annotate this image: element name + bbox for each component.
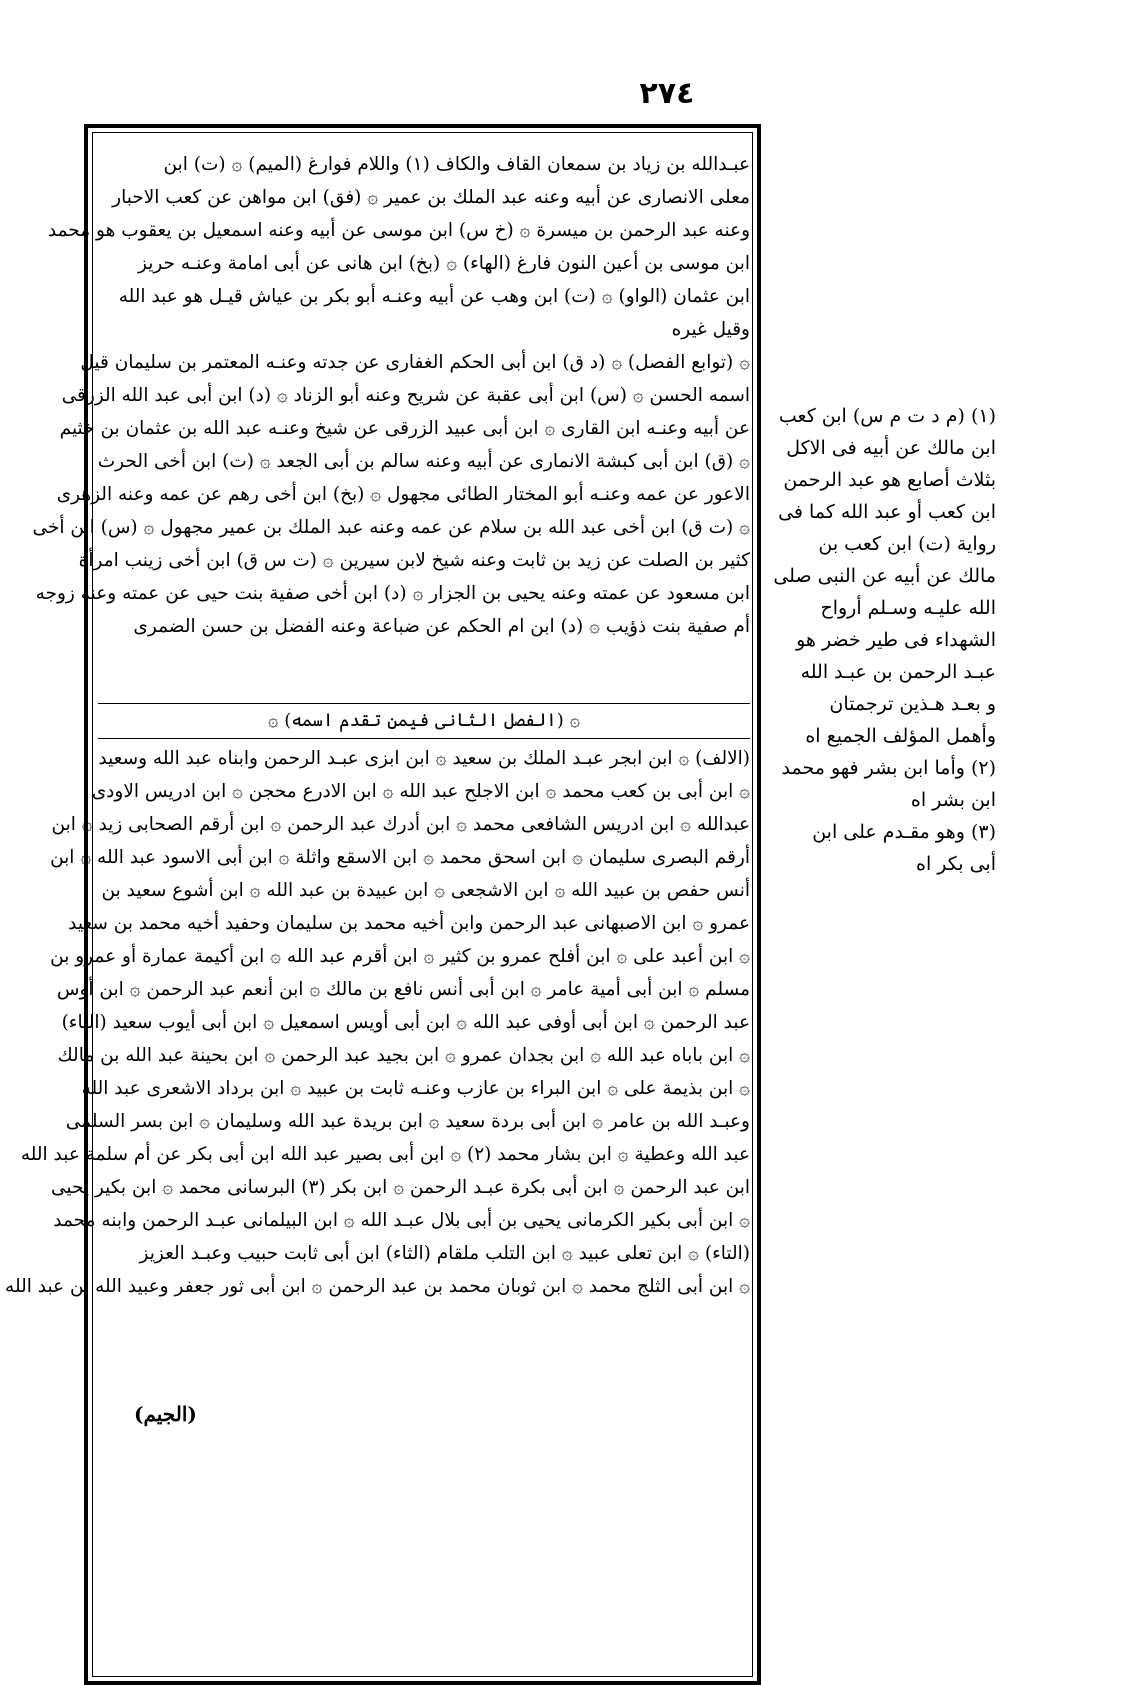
text-line: ابن عثمان (الواو) ۞ (ت) ابن وهب عن أبيه وعنـه أبو بكر بن عياش قيـل هو عبد الله bbox=[118, 286, 750, 307]
text-line: ۞ ابن أعبد على ۞ ابن أفلح عمرو بن كثير ۞ ابن أقرم عبد الله ۞ ابن أكيمة عمارة أو عمرو بن bbox=[50, 946, 750, 967]
margin-note-line: رواية (ت) ابن كعب بن bbox=[818, 533, 996, 555]
text-line: عن أبيه وعنـه ابن القارى ۞ ابن أبى عبيد الزرقى عن شيخ وعنـه عبد الله بن عثمان بن خثيم bbox=[59, 418, 750, 439]
margin-note-line: (٣) وهو مقـدم على ابن bbox=[812, 821, 996, 843]
text-line: ۞ ابن أبى الثلج محمد ۞ ابن ثوبان محمد بن عبد الرحمن ۞ ابن أبى ثور جعفر وعبيد الله بن عبد الله bbox=[5, 1276, 750, 1297]
text-line: عبدالله ۞ ابن ادريس الشافعى محمد ۞ ابن أدرك عبد الرحمن ۞ ابن أرقم الصحابى زيد ۞ ابن bbox=[51, 814, 750, 835]
section-heading: ۞ (الفصل الثانى فيمن تقدم اسمه) ۞ bbox=[98, 703, 750, 739]
margin-note-line: و بعـد هـذين ترجمتان bbox=[829, 693, 996, 715]
text-line: ۞ ابن أبى بن كعب محمد ۞ ابن الاجلح عبد الله ۞ ابن الادرع محجن ۞ ابن ادريس الاودى bbox=[91, 781, 750, 802]
text-line: مسلم ۞ ابن أبى أمية عامر ۞ ابن أبى أنس نافع بن مالك ۞ ابن أنعم عبد الرحمن ۞ ابن أوس bbox=[56, 979, 750, 1000]
margin-note-line: ابن بشر اه bbox=[910, 789, 996, 811]
margin-note-line: الشهداء فى طير خضر هو bbox=[796, 629, 996, 651]
text-line: (التاء) ۞ ابن تعلى عبيد ۞ ابن التلب ملقام (الثاء) ابن أبى ثابت حبيب وعبـد العزيز bbox=[139, 1243, 750, 1264]
text-line: كثير بن الصلت عن زيد بن ثابت وعنه شيخ لابن سيرين ۞ (ت س ق) ابن أخى زينب امرأة bbox=[78, 550, 750, 571]
text-line: ابن موسى بن أعين النون فارغ (الهاء) ۞ (بخ) ابن هانى عن أبى امامة وعنـه حريز bbox=[137, 253, 750, 274]
text-line: أم صفية بنت ذؤيب ۞ (د) ابن ام الحكم عن ضباعة وعنه الفضل بن حسن الضمرى bbox=[133, 616, 750, 637]
text-line: عبـدالله بن زياد بن سمعان القاف والكاف (١) واللام فوارغ (الميم) ۞ (ت) ابن bbox=[163, 154, 750, 175]
margin-note-line: مالك عن أبيه عن النبى صلى bbox=[773, 565, 996, 587]
text-line: أنس حفص بن عبيد الله ۞ ابن الاشجعى ۞ ابن عبيدة بن عبد الله ۞ ابن أشوع سعيد بن bbox=[101, 880, 750, 901]
main-text-block-first bbox=[32, 148, 750, 643]
text-line: ابن مسعود عن عمته وعنه يحيى بن الجزار ۞ (د) ابن أخى صفية بنت حيى عن عمته وعنه زوجه bbox=[35, 583, 750, 604]
text-line: اسمه الحسن ۞ (س) ابن أبى عقبة عن شريح وعنه أبو الزناد ۞ (د) ابن أبى عبد الله الزرقى bbox=[61, 385, 750, 406]
text-line: ۞ (توابع الفصل) ۞ (د ق) ابن أبى الحكم الغفارى عن جدته وعنـه المعتمر بن سليمان قيل bbox=[80, 352, 750, 373]
text-line: (الالف) ۞ ابن ابجر عبـد الملك بن سعيد ۞ ابن ابزى عبـد الرحمن وابناه عبد الله وسعيد bbox=[98, 748, 750, 769]
margin-notes bbox=[764, 400, 996, 880]
margin-note-line: (١) (م د ت م س) ابن كعب bbox=[778, 405, 996, 427]
text-line: أرقم البصرى سليمان ۞ ابن اسحق محمد ۞ ابن الاسقع واثلة ۞ ابن أبى الاسود عبد الله ۞ ابن bbox=[50, 847, 750, 868]
page-number: ٢٧٤ bbox=[639, 76, 695, 111]
text-line: الاعور عن عمه وعنـه أبو المختار الطائى مجهول ۞ (بخ) ابن أخى رهم عن عمه وعنه الزهرى bbox=[56, 484, 750, 505]
text-line: ابن عبد الرحمن ۞ ابن أبى بكرة عبـد الرحمن ۞ ابن بكر (٣) البرسانى محمد ۞ ابن بكير يحيى bbox=[50, 1177, 750, 1198]
margin-note-line: (٢) وأما ابن بشر فهو محمد bbox=[781, 757, 996, 779]
margin-note-line: ابن كعب أو عبد الله كما فى bbox=[778, 501, 996, 523]
text-line: معلى الانصارى عن أبيه وعنه عبد الملك بن عمير ۞ (فق) ابن مواهن عن كعب الاحبار bbox=[112, 187, 750, 208]
footer-catchword: (الجيم) bbox=[134, 1402, 197, 1426]
text-line: ۞ (ق) ابن أبى كبشة الانمارى عن أبيه وعنه سالم بن أبى الجعد ۞ (ت) ابن أخى الحرث bbox=[97, 451, 750, 472]
text-line: وعبـد الله بن عامر ۞ ابن أبى بردة سعيد ۞ ابن بريدة عبد الله وسليمان ۞ ابن بسر السلمى bbox=[65, 1111, 750, 1132]
text-line: ۞ ابن أبى بكير الكرمانى يحيى بن أبى بلال عبـد الله ۞ ابن البيلمانى عبـد الرحمن وابنه محمد bbox=[53, 1210, 750, 1231]
margin-note-line: ابن مالك عن أبيه فى الاكل bbox=[786, 437, 996, 459]
text-line: وقيل غيره bbox=[671, 319, 750, 340]
margin-note-line: بثلاث أصابع هو عبد الرحمن bbox=[783, 469, 996, 491]
text-line: ۞ ابن باباه عبد الله ۞ ابن بجدان عمرو ۞ ابن بجيد عبد الرحمن ۞ ابن بحينة عبد الله بن مالك bbox=[57, 1045, 750, 1066]
text-line: عبد الله وعطية ۞ ابن بشار محمد (٢) ۞ ابن أبى بصير عبد الله ابن أبى بكر عن أم سلمة عبد الله bbox=[20, 1144, 750, 1165]
text-line: ۞ ابن بذيمة على ۞ ابن البراء بن عازب وعنـه ثابت بن عبيد ۞ ابن برداد الاشعرى عبد الله bbox=[81, 1078, 750, 1099]
text-line: عمرو ۞ ابن الاصبهانى عبد الرحمن وابن أخيه محمد بن سليمان وحفيد أخيه محمد بن سعيد bbox=[68, 913, 750, 934]
margin-note-line: وأهمل المؤلف الجميع اه bbox=[805, 725, 996, 747]
text-line: وعنه عبد الرحمن بن ميسرة ۞ (خ س) ابن موسى عن أبيه وعنه اسمعيل بن يعقوب هو محمد bbox=[47, 220, 750, 241]
text-line: ۞ (ت ق) ابن أخى عبد الله بن سلام عن عمه وعنه عبد الملك بن عمير مجهول ۞ (س) ابن أخى bbox=[32, 517, 750, 538]
main-text-block-second bbox=[5, 742, 750, 1303]
margin-note-line: أبى بكر اه bbox=[916, 853, 996, 875]
margin-note-line: عبـد الرحمن بن عبـد الله bbox=[800, 661, 996, 683]
text-line: عبد الرحمن ۞ ابن أبى أوفى عبد الله ۞ ابن أبى أويس اسمعيل ۞ ابن أبى أيوب سعيد (الباء) bbox=[61, 1012, 750, 1033]
margin-note-line: الله عليـه وسـلم أرواح bbox=[820, 597, 996, 619]
